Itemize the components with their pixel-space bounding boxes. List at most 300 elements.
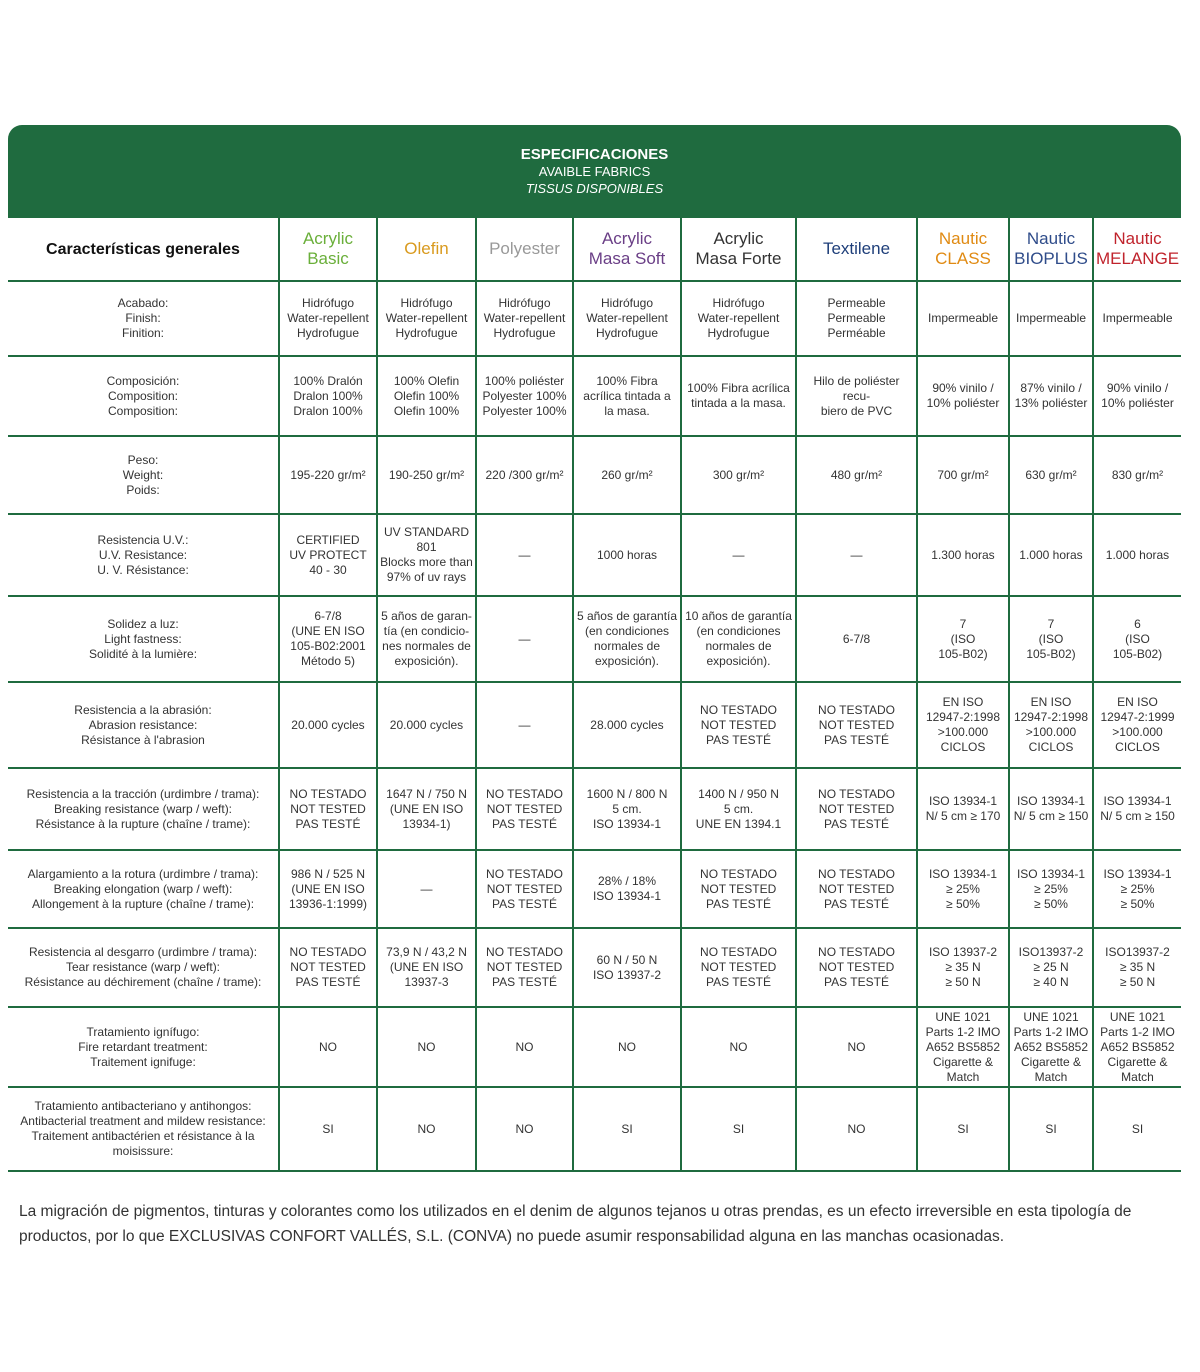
cell-line: EN ISO <box>1117 695 1158 709</box>
spec-cell <box>279 768 377 850</box>
cell-line: Polyester 100% <box>482 403 567 418</box>
cell-line: Match <box>946 1069 980 1084</box>
spec-cell: 1000 horas <box>573 514 681 596</box>
cell-line: 10 años de garantía <box>685 609 792 623</box>
spec-cell <box>1009 1007 1093 1087</box>
cell-line: normales de <box>705 639 772 653</box>
cell-line: Hidrófugo <box>301 296 355 310</box>
spec-cell <box>476 356 573 436</box>
spec-cell <box>681 850 796 928</box>
product-name-line2: Masa Forte <box>695 249 782 268</box>
product-header <box>1093 217 1181 281</box>
cell-line: ≥ 25 N <box>1033 960 1069 974</box>
cell-line: exposición). <box>706 654 771 668</box>
cell-line: (UNE EN ISO <box>389 801 464 816</box>
cell-line: ISO 13934-1 <box>1103 794 1172 808</box>
spec-cell: NO <box>476 1007 573 1087</box>
product-name-line2: CLASS <box>935 249 991 268</box>
cell-line: normales de <box>593 639 661 653</box>
header-title: ESPECIFICACIONES <box>520 146 669 163</box>
spec-cell: 28.000 cycles <box>573 682 681 768</box>
spec-cell <box>1009 596 1093 682</box>
row-label-line: Solidez a luz: <box>107 616 179 631</box>
cell-line: ISO 13934-1 <box>1016 794 1086 808</box>
row-label-line: Résistance au déchirement (chaîne / trame): <box>24 975 262 989</box>
cell-line: (UNE EN ISO <box>291 624 365 638</box>
cell-line: Water-repellent <box>483 311 566 325</box>
spec-cell <box>796 850 917 928</box>
cell-line: Water-repellent <box>385 311 468 325</box>
spec-cell <box>1093 928 1181 1007</box>
spec-cell <box>796 928 917 1007</box>
cell-line: PAS TESTÉ <box>295 975 361 989</box>
cell-line: ISO 13937-2 <box>592 967 662 982</box>
cell-line: PAS TESTÉ <box>492 975 557 989</box>
spec-cell: SI <box>279 1087 377 1171</box>
spec-cell <box>476 768 573 850</box>
cell-line: NOT TESTED <box>700 881 777 896</box>
cell-line: 5 años de garantía <box>576 609 678 623</box>
cell-line: UNE 1021 <box>1109 1009 1166 1024</box>
spec-cell <box>279 356 377 436</box>
cell-line: ISO 13937-2 <box>928 945 998 959</box>
product-name-line1: Olefin <box>404 239 449 258</box>
row-label <box>8 356 279 436</box>
spec-cell: NO <box>573 1007 681 1087</box>
spec-row <box>8 1007 1181 1087</box>
spec-cell <box>573 356 681 436</box>
cell-line: Polyester 100% <box>482 388 567 403</box>
spec-cell <box>1093 682 1181 768</box>
spec-cell: SI <box>1093 1087 1181 1171</box>
cell-line: ISO13937-2 <box>1105 945 1170 959</box>
spec-cell: 700 gr/m² <box>917 436 1009 514</box>
spec-cell: SI <box>917 1087 1009 1171</box>
cell-line: CICLOS <box>940 740 986 754</box>
spec-row <box>8 356 1181 436</box>
specifications-card <box>8 125 1181 1267</box>
spec-cell <box>573 768 681 850</box>
spec-cell <box>377 514 476 596</box>
spec-cell <box>1093 1007 1181 1087</box>
cell-line: 60 N / 50 N <box>596 952 658 967</box>
spec-cell <box>476 928 573 1007</box>
spec-cell <box>681 596 796 682</box>
spec-cell <box>917 682 1009 768</box>
cell-line: NOT TESTED <box>818 960 895 974</box>
spec-cell <box>279 514 377 596</box>
cell-line: la masa. <box>604 403 650 418</box>
product-name-line1: Nautic <box>1026 229 1076 248</box>
cell-line: >100.000 <box>937 725 989 739</box>
cell-line: ISO 13934-1 <box>1016 866 1086 881</box>
cell-line: NO TESTADO <box>700 945 777 959</box>
cell-line: PAS TESTÉ <box>824 816 889 831</box>
row-label-line: Solidité à la lumière: <box>88 646 198 661</box>
product-name-line1: Nautic <box>938 229 988 248</box>
cell-line: UNE EN 1394.1 <box>695 816 782 831</box>
spec-cell <box>796 768 917 850</box>
spec-cell: NO <box>796 1087 917 1171</box>
cell-line: Hydrofugue <box>707 326 770 340</box>
cell-line: ≥ 50 N <box>945 975 981 989</box>
spec-cell <box>1093 356 1181 436</box>
cell-line: (ISO <box>950 631 976 646</box>
spec-row <box>8 928 1181 1007</box>
row-label-line: Alargamiento a la rotura (urdimbre / trama): <box>27 866 259 881</box>
cell-line: 90% vinilo / <box>1106 381 1169 395</box>
cell-line: PAS TESTÉ <box>706 896 771 911</box>
row-label-line: Resistencia al desgarro (urdimbre / trama): <box>28 945 258 959</box>
cell-line: UV PROTECT <box>289 547 367 562</box>
cell-line: 10% poliéster <box>1101 396 1174 410</box>
cell-line: Dralon 100% <box>293 403 363 418</box>
product-header <box>917 217 1009 281</box>
product-header <box>796 217 917 281</box>
spec-cell <box>917 768 1009 850</box>
cell-line: 90% vinilo / <box>932 381 994 395</box>
cell-line: ≥ 50% <box>1034 896 1068 911</box>
row-label-line: Résistance à la rupture (chaîne / trame): <box>35 816 251 831</box>
cell-line: 100% Fibra <box>596 373 658 388</box>
row-label-line: Fire retardant treatment: <box>78 1039 208 1054</box>
cell-line: 105-B02) <box>1112 646 1163 661</box>
spec-cell <box>681 768 796 850</box>
cell-line: (en condiciones <box>584 624 670 638</box>
cell-line: 97% of uv rays <box>386 570 467 584</box>
cell-line: ISO 13934-1 <box>1103 866 1172 881</box>
spec-cell <box>1009 850 1093 928</box>
cell-line: Water-repellent <box>586 311 668 325</box>
cell-line: Match <box>1121 1069 1154 1084</box>
cell-line: >100.000 <box>1112 725 1163 739</box>
cell-line: PAS TESTÉ <box>824 732 889 747</box>
row-label-line: moisissure: <box>112 1144 174 1158</box>
cell-line: 13934-1) <box>402 816 451 831</box>
cell-line: 105-B02:2001 <box>290 639 366 653</box>
cell-line: ISO 13934-1 <box>592 889 662 903</box>
cell-line: CERTIFIED <box>296 532 360 547</box>
cell-line: 986 N / 525 N <box>290 866 366 881</box>
cell-line: tintada a la masa. <box>691 396 786 410</box>
spec-cell: Impermeable <box>1093 281 1181 356</box>
row-label <box>8 436 279 514</box>
cell-line: ISO13937-2 <box>1018 945 1084 959</box>
spec-cell: 300 gr/m² <box>681 436 796 514</box>
spec-cell <box>279 850 377 928</box>
cell-line: ≥ 50% <box>946 896 980 911</box>
spec-cell: 1.000 horas <box>1009 514 1093 596</box>
cell-line: Cigarette & <box>932 1054 994 1069</box>
spec-row <box>8 682 1181 768</box>
row-label-line: Tratamiento antibacteriano y antihongos: <box>34 1099 252 1113</box>
spec-cell: SI <box>573 1087 681 1171</box>
row-label <box>8 928 279 1007</box>
row-label-line: Composition: <box>107 403 179 418</box>
cell-line: 5 años de garan- <box>381 609 472 623</box>
row-label-line: U.V. Resistance: <box>98 547 188 562</box>
row-label-line: Resistencia U.V.: <box>97 532 189 547</box>
cell-line: A652 BS5852 <box>1013 1039 1089 1054</box>
cell-line: N/ 5 cm ≥ 170 <box>925 809 1001 823</box>
cell-line: Hilo de poliéster recu- <box>813 373 900 403</box>
product-header <box>476 217 573 281</box>
product-header <box>279 217 377 281</box>
product-header <box>573 217 681 281</box>
row-label-line: Weight: <box>122 467 164 482</box>
row-label <box>8 514 279 596</box>
row-label-line: Abrasion resistance: <box>88 717 198 732</box>
cell-line: UV STANDARD <box>383 525 470 539</box>
cell-line: ≥ 25% <box>946 881 980 896</box>
spec-cell: Impermeable <box>917 281 1009 356</box>
cell-line: NOT TESTED <box>818 881 895 896</box>
row-label-line: Light fastness: <box>104 631 182 646</box>
cell-line: Método 5) <box>300 654 356 668</box>
row-label <box>8 682 279 768</box>
cell-line: UNE 1021 <box>935 1009 991 1024</box>
cell-line: Parts 1-2 IMO <box>1100 1024 1175 1039</box>
cell-line: 7 <box>1047 616 1055 631</box>
row-label-line: Composición: <box>106 373 180 388</box>
product-name-line1: Acrylic <box>713 229 764 248</box>
product-header <box>1009 217 1093 281</box>
cell-line: acrílica tintada a <box>583 388 671 403</box>
cell-line: NO TESTADO <box>486 945 563 959</box>
spec-cell <box>917 596 1009 682</box>
cell-line: NOT TESTED <box>486 801 563 816</box>
cell-line: nes normales de <box>382 639 471 653</box>
cell-line: 801 <box>416 540 437 554</box>
product-header-row <box>8 217 1181 281</box>
spec-cell <box>917 928 1009 1007</box>
spec-cell: NO <box>377 1087 476 1171</box>
spec-cell <box>681 281 796 356</box>
cell-line: 1600 N / 800 N <box>586 786 668 801</box>
cell-line: PAS TESTÉ <box>824 975 889 989</box>
cell-line: NO TESTADO <box>486 786 563 801</box>
cell-line: NOT TESTED <box>818 717 895 732</box>
product-header <box>377 217 476 281</box>
spec-cell <box>796 356 917 436</box>
corner-label: Características generales <box>8 217 279 281</box>
cell-line: NO TESTADO <box>818 786 895 801</box>
spec-row <box>8 436 1181 514</box>
spec-cell: — <box>476 682 573 768</box>
cell-line: ISO 13934-1 <box>928 866 998 881</box>
cell-line: 100% Fibra acrílica <box>687 381 790 395</box>
cell-line: ≥ 35 N <box>945 960 981 974</box>
spec-row <box>8 514 1181 596</box>
cell-line: 28% / 18% <box>597 874 657 888</box>
cell-line: Dralon 100% <box>293 388 363 403</box>
cell-line: (ISO <box>1125 631 1150 646</box>
cell-line: Parts 1-2 IMO <box>1013 1024 1089 1039</box>
cell-line: biero de PVC <box>820 403 893 418</box>
cell-line: PAS TESTÉ <box>706 975 771 989</box>
row-label-line: Breaking resistance (warp / weft): <box>53 801 233 816</box>
cell-line: NO TESTADO <box>486 866 563 881</box>
cell-line: NOT TESTED <box>486 881 563 896</box>
cell-line: 73,9 N / 43,2 N <box>386 945 467 959</box>
cell-line: ≥ 25% <box>1120 881 1155 896</box>
spec-row <box>8 1087 1181 1171</box>
product-name-line2: MELANGE <box>1096 249 1180 268</box>
product-name-line2: Masa Soft <box>588 249 666 268</box>
cell-line: Cigarette & <box>1020 1054 1082 1069</box>
cell-line: ≥ 25% <box>1034 881 1068 896</box>
cell-line: 100% Olefin <box>393 373 460 388</box>
spec-cell <box>917 356 1009 436</box>
spec-cell: — <box>796 514 917 596</box>
cell-line: 105-B02) <box>938 646 988 661</box>
spec-cell: 1.000 horas <box>1093 514 1181 596</box>
spec-cell <box>796 281 917 356</box>
spec-cell: NO <box>279 1007 377 1087</box>
spec-row <box>8 596 1181 682</box>
spec-cell: 480 gr/m² <box>796 436 917 514</box>
cell-line: NO TESTADO <box>289 945 367 959</box>
row-label-line: U. V. Résistance: <box>97 562 189 577</box>
cell-line: (UNE EN ISO <box>291 881 365 896</box>
spec-cell: NO <box>681 1007 796 1087</box>
cell-line: Hidrófugo <box>712 296 765 310</box>
cell-line: NO TESTADO <box>818 945 895 959</box>
cell-line: NOT TESTED <box>290 801 366 816</box>
cell-line: 105-B02) <box>1026 646 1076 661</box>
cell-line: exposición). <box>594 654 660 668</box>
row-label-line: Résistance à l'abrasion <box>81 732 205 747</box>
row-label-line: Acabado: <box>117 296 169 310</box>
spec-cell: NO <box>476 1087 573 1171</box>
spec-cell <box>1093 850 1181 928</box>
cell-line: PAS TESTÉ <box>492 816 557 831</box>
spec-cell <box>279 928 377 1007</box>
cell-line: N/ 5 cm ≥ 150 <box>1100 809 1175 823</box>
cell-line: 10% poliéster <box>926 396 1000 410</box>
cell-line: 12947-2:1999 <box>1100 710 1175 724</box>
spec-cell: 630 gr/m² <box>1009 436 1093 514</box>
spec-cell: 20.000 cycles <box>279 682 377 768</box>
row-label-line: Finition: <box>121 326 165 340</box>
spec-cell <box>476 281 573 356</box>
spec-cell: 830 gr/m² <box>1093 436 1181 514</box>
row-label-line: Antibacterial treatment and mildew resistance: <box>20 1114 266 1128</box>
spec-cell <box>377 928 476 1007</box>
cell-line: PAS TESTÉ <box>706 732 771 747</box>
spec-cell <box>681 928 796 1007</box>
cell-line: EN ISO <box>1030 695 1072 709</box>
cell-line: 100% Dralón <box>293 373 363 388</box>
cell-line: 7 <box>959 616 967 631</box>
row-label <box>8 596 279 682</box>
cell-line: NO TESTADO <box>818 866 895 881</box>
cell-line: NOT TESTED <box>700 960 777 974</box>
cell-line: NO TESTADO <box>700 866 777 881</box>
spec-cell <box>1009 682 1093 768</box>
row-label-line: Resistencia a la tracción (urdimbre / trama): <box>26 786 260 801</box>
cell-line: 6-7/8 <box>314 609 342 623</box>
product-name-line1: Nautic <box>1113 229 1162 248</box>
cell-line: NOT TESTED <box>290 960 366 974</box>
cell-line: Permeable <box>827 296 886 310</box>
cell-line: ≥ 50% <box>1120 896 1155 911</box>
cell-line: NOT TESTED <box>700 717 777 732</box>
spec-cell <box>476 850 573 928</box>
cell-line: Permeable <box>827 311 886 325</box>
header-subtitle-en: AVAIBLE FABRICS <box>538 164 651 179</box>
row-label-line: Poids: <box>126 482 160 497</box>
row-label <box>8 850 279 928</box>
cell-line: 1647 N / 750 N <box>386 786 467 801</box>
row-label <box>8 1087 279 1171</box>
cell-line: Hydrofugue <box>395 326 458 340</box>
cell-line: ISO 13934-1 <box>928 794 998 808</box>
spec-cell: 220 /300 gr/m² <box>476 436 573 514</box>
row-label-line: Composition: <box>107 388 179 403</box>
product-name-line1: Acrylic <box>601 229 653 248</box>
product-name-line1: Textilene <box>822 239 891 258</box>
spec-cell: NO <box>796 1007 917 1087</box>
cell-line: Hydrofugue <box>493 326 556 340</box>
cell-line: 1400 N / 950 N <box>698 786 779 801</box>
spec-cell: 190-250 gr/m² <box>377 436 476 514</box>
cell-line: CICLOS <box>1028 740 1074 754</box>
spec-cell: 1.300 horas <box>917 514 1009 596</box>
spec-cell <box>681 356 796 436</box>
row-label <box>8 768 279 850</box>
cell-line: Olefin 100% <box>393 388 460 403</box>
row-label-line: Finish: <box>125 311 161 325</box>
spec-cell: Impermeable <box>1009 281 1093 356</box>
product-name-line2: Basic <box>307 249 349 268</box>
spec-cell <box>1009 356 1093 436</box>
spec-cell <box>377 356 476 436</box>
product-name-line1: Polyester <box>489 239 560 258</box>
spec-cell <box>917 850 1009 928</box>
cell-line: Hydrofugue <box>595 326 659 340</box>
cell-line: tía (en condicio- <box>383 624 470 638</box>
cell-line: 5 cm. <box>612 801 642 816</box>
spec-cell: — <box>377 850 476 928</box>
spec-cell: 195-220 gr/m² <box>279 436 377 514</box>
cell-line: 40 - 30 <box>309 562 347 577</box>
spec-cell <box>573 850 681 928</box>
cell-line: PAS TESTÉ <box>295 816 361 831</box>
cell-line: PAS TESTÉ <box>492 896 557 911</box>
cell-line: EN ISO <box>942 695 984 709</box>
spec-row <box>8 768 1181 850</box>
row-label <box>8 1007 279 1087</box>
cell-line: NOT TESTED <box>486 960 563 974</box>
spec-cell <box>377 596 476 682</box>
cell-line: Cigarette & <box>1107 1054 1168 1069</box>
spec-cell <box>681 682 796 768</box>
cell-line: 87% vinilo / <box>1020 381 1082 395</box>
cell-line: Parts 1-2 IMO <box>925 1024 1001 1039</box>
cell-line: A652 BS5852 <box>925 1039 1001 1054</box>
cell-line: (en condiciones <box>696 624 781 638</box>
cell-line: Blocks more than <box>380 555 473 569</box>
spec-cell <box>573 596 681 682</box>
cell-line: Olefin 100% <box>393 403 460 418</box>
cell-line: Hidrófugo <box>498 296 551 310</box>
cell-line: A652 BS5852 <box>1100 1039 1175 1054</box>
product-name-line2: BIOPLUS <box>1014 249 1088 268</box>
spec-cell <box>1009 768 1093 850</box>
spec-row <box>8 850 1181 928</box>
cell-line: >100.000 <box>1025 725 1077 739</box>
